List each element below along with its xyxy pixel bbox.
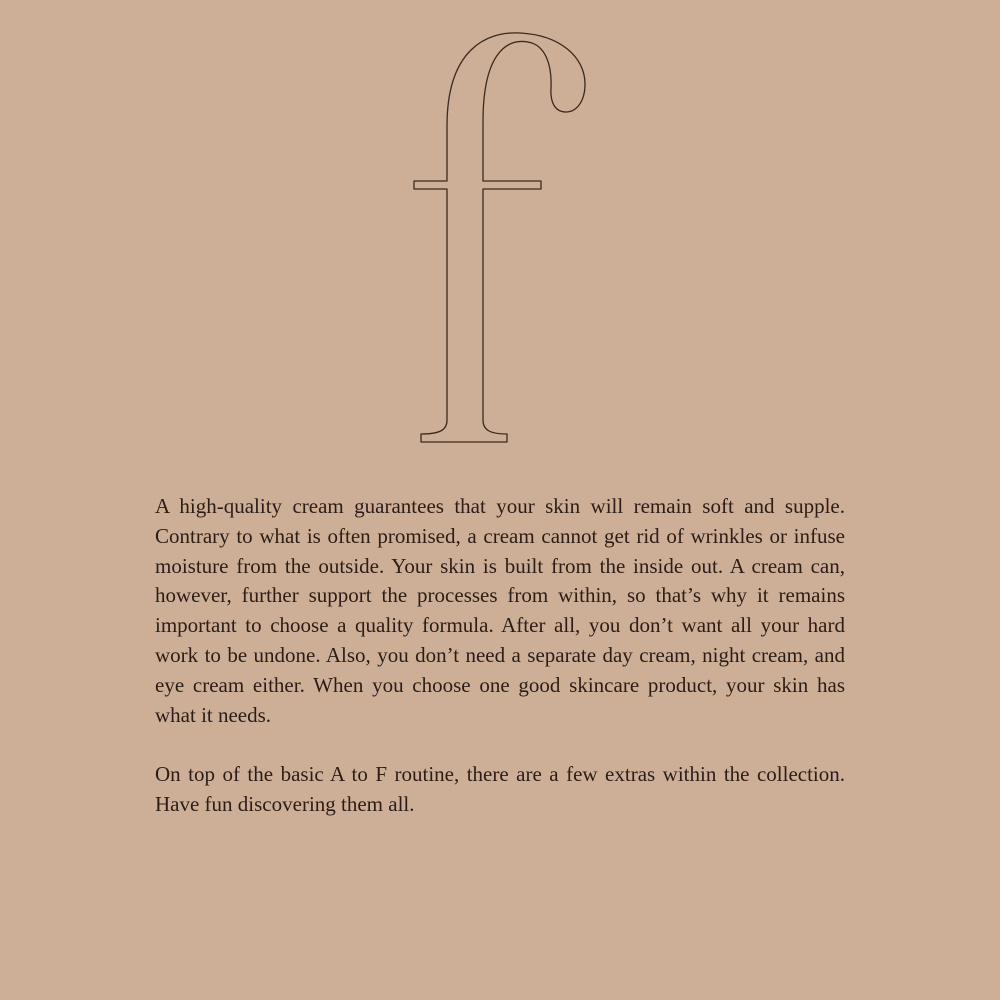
paragraph-extras: On top of the basic A to F routine, there are a few extras within the collection. Have fun discovering them all. [155,762,845,816]
letter-f-outline [414,33,585,442]
outlined-letter-f [0,0,1000,470]
paragraph-intro: A high-quality cream guarantees that your skin will remain soft and supple. Contrary to what is often promised, a cream cannot get rid of wrinkles or infuse moisture from the outside. Your skin is built from the inside out. A cream can, however, further support the processes from within, so that’s why it remains important to choose a quality formula. After all, you don’t want all your hard work to be undone. Also, you don’t need a separate day cream, night cream, and eye cream either. When you choose one good skincare product, your skin has what it needs. [155,494,845,727]
letter-f-glyph [0,0,1000,470]
body-text [155,492,845,820]
